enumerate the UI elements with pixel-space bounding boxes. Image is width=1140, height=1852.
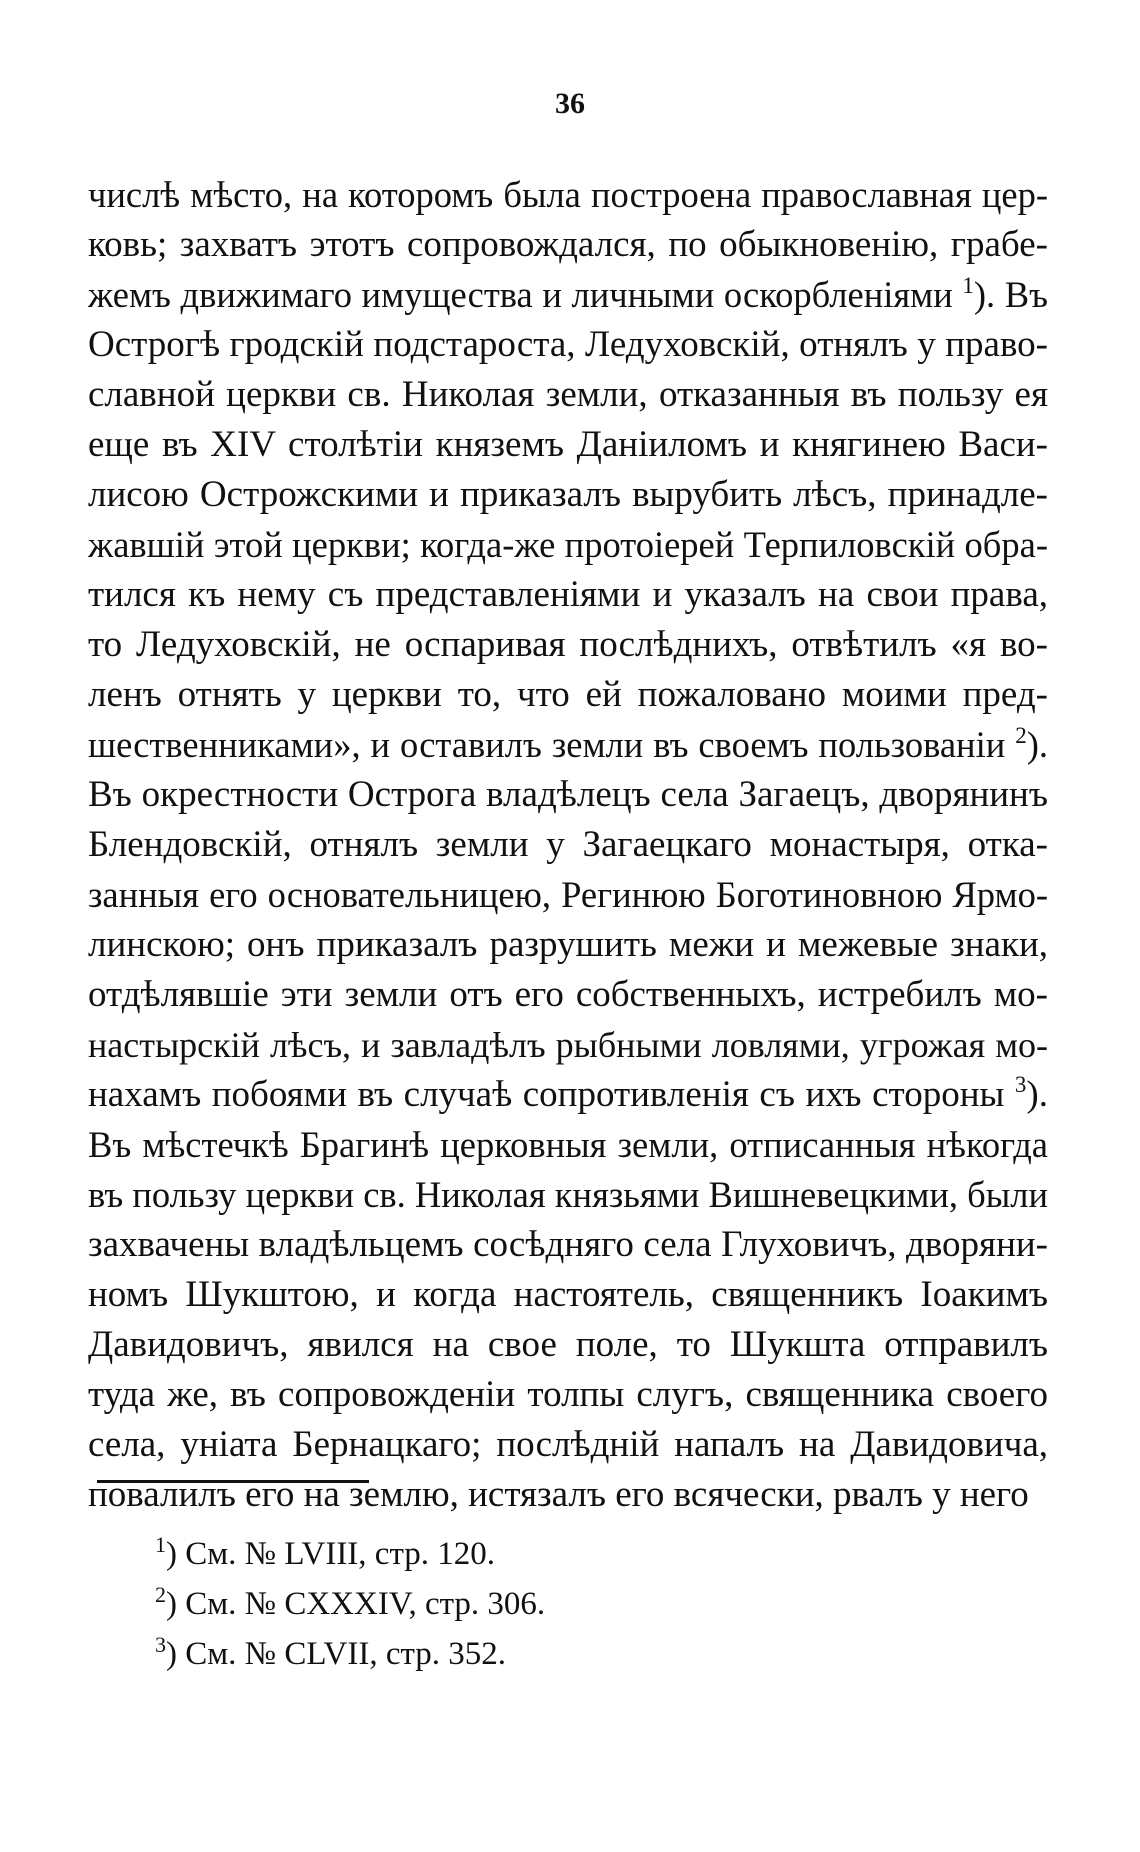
line-text: настырскій лѣсъ, и завладѣлъ рыбными ловлями, угрожая мо- (88, 1025, 1048, 1065)
line-text: шественниками», и оставилъ земли въ своемъ пользованіи (88, 724, 1016, 765)
line-text: славной церкви св. Николая земли, отказанныя въ пользу ея (88, 374, 1048, 415)
line-text: села, уніата Бернацкаго; послѣдній напалъ на Давидовича, (88, 1424, 1048, 1465)
line-text-tail: ). (1026, 1074, 1048, 1115)
text-line (88, 770, 1048, 820)
text-line (88, 1120, 1048, 1170)
footnote (155, 1529, 855, 1579)
line-text: ковь; захватъ этотъ сопровождался, по обыкновенію, грабе- (88, 224, 1048, 265)
footnote-ref-3: 3 (1014, 1072, 1027, 1097)
text-line (88, 1270, 1048, 1320)
text-line (88, 570, 1048, 620)
text-line (88, 1220, 1048, 1270)
footnote-text: ) См. № CLVII, стр. 352. (166, 1636, 507, 1672)
line-text: Острогѣ гродскій подстароста, Ледуховскій, отнялъ у право- (88, 324, 1048, 365)
text-line (88, 720, 1048, 770)
text-line (88, 1320, 1048, 1370)
line-text: тился къ нему съ представленіями и указалъ на свои права, (88, 574, 1048, 615)
line-text: жавшій этой церкви; когда-же протоіерей Терпиловскій обра- (88, 524, 1048, 565)
line-text: то Ледуховскій, не оспаривая послѣднихъ, отвѣтилъ «я во- (88, 624, 1048, 665)
footnote-ref-2: 2 (1015, 723, 1027, 748)
text-line (88, 1420, 1048, 1470)
text-line (88, 1370, 1048, 1420)
footnote-mark: 1 (155, 1532, 166, 1557)
footnote-ref-1: 1 (962, 273, 974, 298)
line-text-tail: ). (1026, 724, 1048, 765)
line-text: въ пользу церкви св. Николая князьями Вишневецкими, были (88, 1174, 1048, 1215)
text-line (88, 520, 1048, 570)
text-line (88, 870, 1048, 920)
text-line (88, 1470, 1048, 1520)
text-line (88, 620, 1048, 670)
footnote-separator (97, 1480, 369, 1483)
line-text: занныя его основательницею, Регинюю Боготиновною Ярмо- (88, 874, 1048, 915)
footnote (155, 1579, 855, 1629)
line-text: Давидовичъ, явился на свое поле, то Шукшта отправилъ (88, 1324, 1048, 1365)
footnote (155, 1629, 855, 1679)
footnotes (155, 1529, 855, 1679)
line-text: Въ окрестности Острога владѣлецъ села Загаецъ, дворянинъ (88, 774, 1048, 815)
footnote-text: ) См. № CXXXIV, стр. 306. (166, 1586, 546, 1622)
text-line (88, 820, 1048, 870)
text-line (88, 220, 1048, 270)
text-line (88, 920, 1048, 970)
text-line (88, 970, 1048, 1020)
text-line (88, 670, 1048, 720)
line-text: ленъ отнять у церкви то, что ей пожаловано моими пред- (88, 674, 1048, 715)
line-text: линскою; онъ приказалъ разрушить межи и межевые знаки, (88, 924, 1048, 965)
text-line (88, 1170, 1048, 1220)
footnote-mark: 3 (155, 1632, 166, 1657)
line-text: Блендовскій, отнялъ земли у Загаецкаго монастыря, отка- (88, 824, 1048, 865)
text-line (88, 1020, 1048, 1070)
line-text: туда же, въ сопровожденіи толпы слугъ, священника своего (88, 1374, 1048, 1415)
text-line (88, 320, 1048, 370)
text-line (88, 1070, 1048, 1120)
line-text: жемъ движимаго имущества и личными оскорбленіями (88, 274, 963, 315)
line-text: лисою Острожскими и приказалъ вырубить лѣсъ, принадле- (88, 474, 1048, 515)
line-text: повалилъ его на землю, истязалъ его всячески, рвалъ у него (88, 1474, 1029, 1515)
text-line (88, 470, 1048, 520)
body-text (88, 170, 1048, 1520)
line-text: захвачены владѣльцемъ сосѣдняго села Глуховичъ, дворяни- (88, 1224, 1048, 1265)
line-text-tail: ). Въ (973, 274, 1049, 315)
footnote-text: ) См. № LVIII, стр. 120. (166, 1536, 496, 1572)
line-text: Въ мѣстечкѣ Брагинѣ церковныя земли, отписанныя нѣкогда (88, 1124, 1048, 1165)
footnote-mark: 2 (155, 1582, 166, 1607)
text-line (88, 370, 1048, 420)
page-number: 36 (555, 87, 585, 120)
line-text: еще въ XIV столѣтіи княземъ Даніиломъ и княгинею Васи- (88, 424, 1048, 465)
text-line (88, 420, 1048, 470)
line-text: номъ Шукштою, и когда настоятель, священникъ Іоакимъ (88, 1274, 1048, 1315)
text-line (88, 170, 1048, 220)
line-text: числѣ мѣсто, на которомъ была построена православная цер- (88, 174, 1048, 215)
text-line (88, 270, 1048, 320)
line-text: нахамъ побоями въ случаѣ сопротивленія съ ихъ стороны (88, 1074, 1015, 1115)
line-text: отдѣлявшіе эти земли отъ его собственныхъ, истребилъ мо- (88, 974, 1048, 1015)
